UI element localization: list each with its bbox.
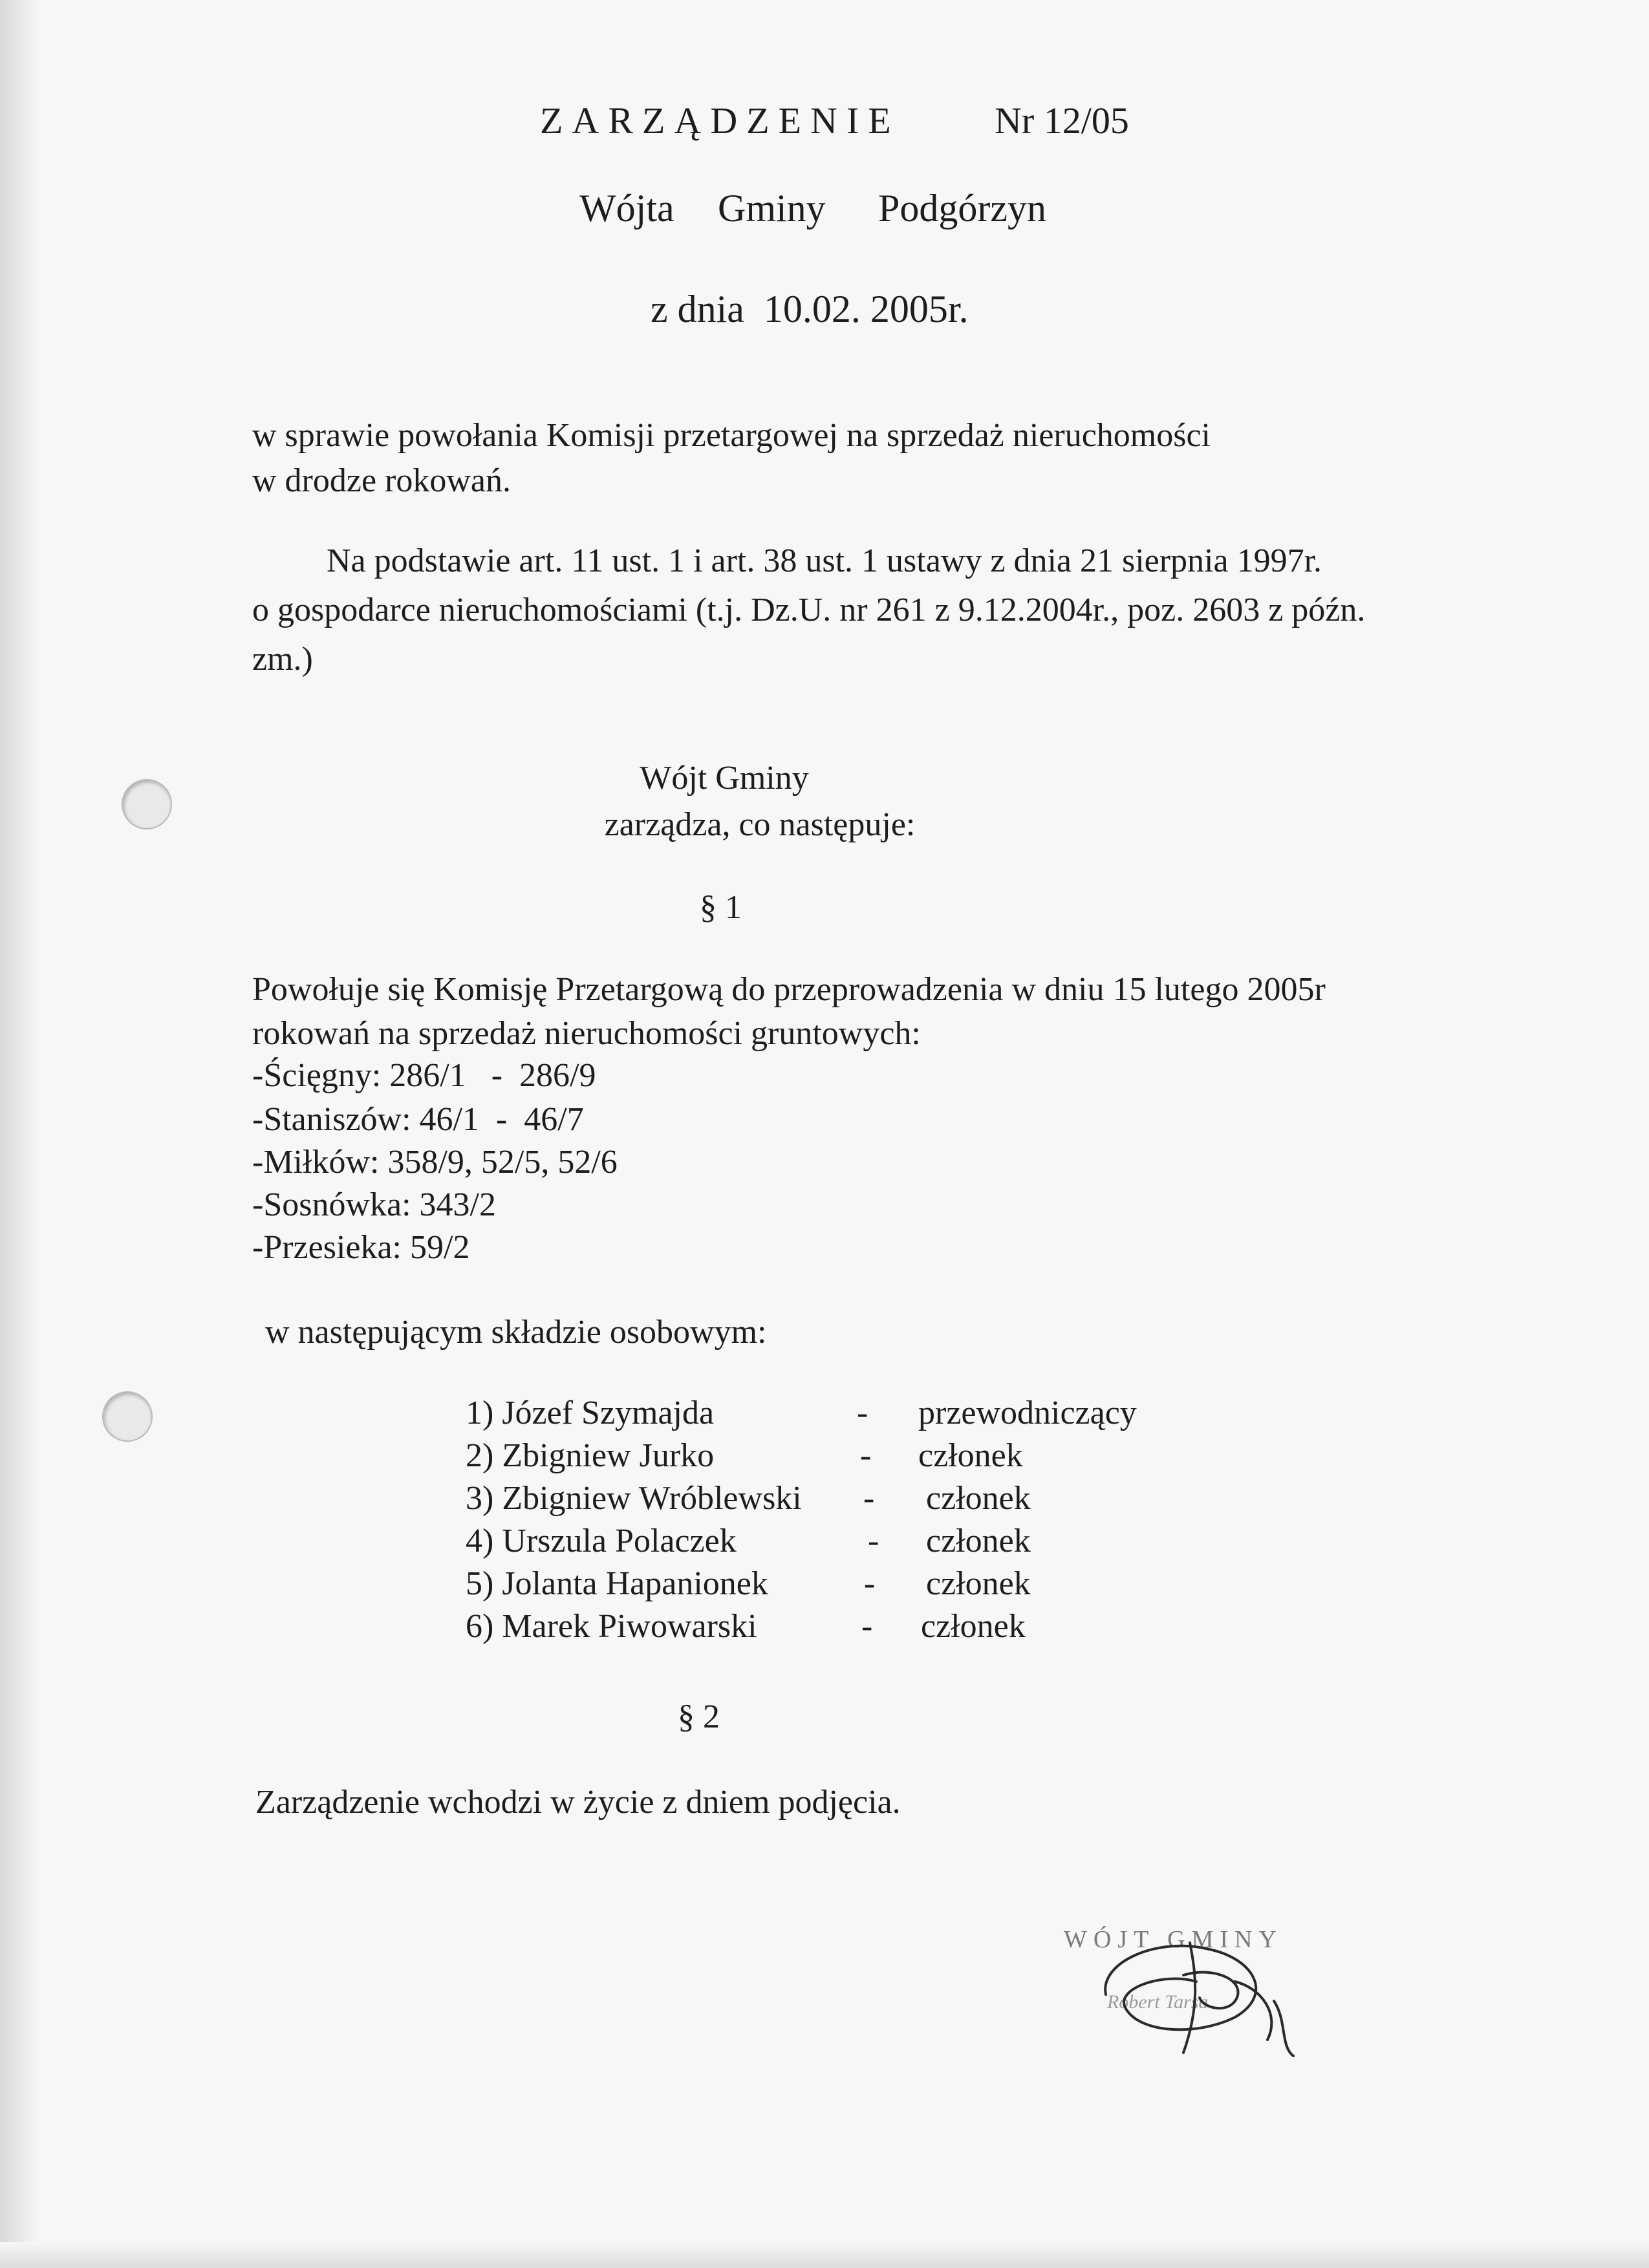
document-title: ZARZĄDZENIE [540, 100, 900, 142]
member-name: 6) Marek Piwowarski [466, 1608, 757, 1645]
section-2-heading: § 2 [678, 1698, 720, 1735]
member-role: członek [926, 1565, 1031, 1602]
issuer-word-1: Wójta [579, 187, 674, 230]
member-name: 5) Jolanta Hapanionek [466, 1565, 768, 1602]
document-date: z dnia 10.02. 2005r. [651, 288, 969, 330]
parcel-item: -Sosnówka: 343/2 [252, 1186, 496, 1223]
stamp-title: WÓJT GMINY [1064, 1926, 1283, 1953]
parcel-item: -Przesieka: 59/2 [252, 1229, 470, 1266]
member-name: 4) Urszula Polaczek [466, 1523, 737, 1559]
section-2-text: Zarządzenie wchodzi w życie z dniem podjęcia. [255, 1784, 901, 1821]
member-dash: - [864, 1565, 876, 1602]
scan-shadow-left [0, 0, 39, 2268]
member-role: członek [926, 1523, 1031, 1559]
section-1-intro-line-1: Powołuje się Komisję Przetargową do przeprowadzenia w dniu 15 lutego 2005r [252, 971, 1326, 1008]
decree-line-2: zarządza, co następuje: [604, 806, 916, 843]
legal-basis-line-3: zm.) [252, 641, 313, 678]
legal-basis-line-2: o gospodarce nieruchomościami (t.j. Dz.U. nr 261 z 9.12.2004r., poz. 2603 z późn. [252, 592, 1366, 628]
signature-mark [1086, 1904, 1319, 2066]
member-name: 1) Józef Szymajda [466, 1395, 715, 1431]
decree-line-1: Wójt Gminy [640, 760, 809, 797]
issuer-word-2: Gminy [718, 187, 826, 230]
document-number: Nr 12/05 [995, 100, 1129, 142]
member-dash: - [863, 1480, 875, 1517]
member-role: członek [921, 1608, 1026, 1645]
subject-line-1: w sprawie powołania Komisji przetargowej na sprzedaż nieruchomości [252, 417, 1211, 454]
parcel-item: -Miłków: 358/9, 52/5, 52/6 [252, 1144, 618, 1181]
composition-intro: w następującym składzie osobowym: [265, 1314, 767, 1351]
section-1-heading: § 1 [700, 889, 742, 926]
stamp-name: Robert Tarsa [1107, 1991, 1209, 2013]
punch-hole-top [122, 779, 172, 829]
subject-line-2: w drodze rokowań. [252, 462, 511, 499]
member-dash: - [860, 1437, 872, 1474]
member-role: członek [926, 1480, 1031, 1517]
scan-shadow-bottom [0, 2242, 1649, 2268]
section-1-intro-line-2: rokowań na sprzedaż nieruchomości gruntowych: [252, 1015, 921, 1052]
parcel-item: -Ścięgny: 286/1 - 286/9 [252, 1057, 596, 1094]
parcel-item: -Staniszów: 46/1 - 46/7 [252, 1101, 584, 1138]
punch-hole-bottom [102, 1391, 153, 1442]
issuer-word-3: Podgórzyn [878, 187, 1046, 230]
member-dash: - [857, 1395, 868, 1431]
member-role: członek [918, 1437, 1023, 1474]
member-name: 3) Zbigniew Wróblewski [466, 1480, 802, 1517]
member-role: przewodniczący [918, 1395, 1137, 1431]
member-dash: - [861, 1608, 873, 1645]
legal-basis-line-1: Na podstawie art. 11 ust. 1 i art. 38 ust. 1 ustawy z dnia 21 sierpnia 1997r. [327, 542, 1322, 579]
member-name: 2) Zbigniew Jurko [466, 1437, 715, 1474]
member-dash: - [868, 1523, 879, 1559]
